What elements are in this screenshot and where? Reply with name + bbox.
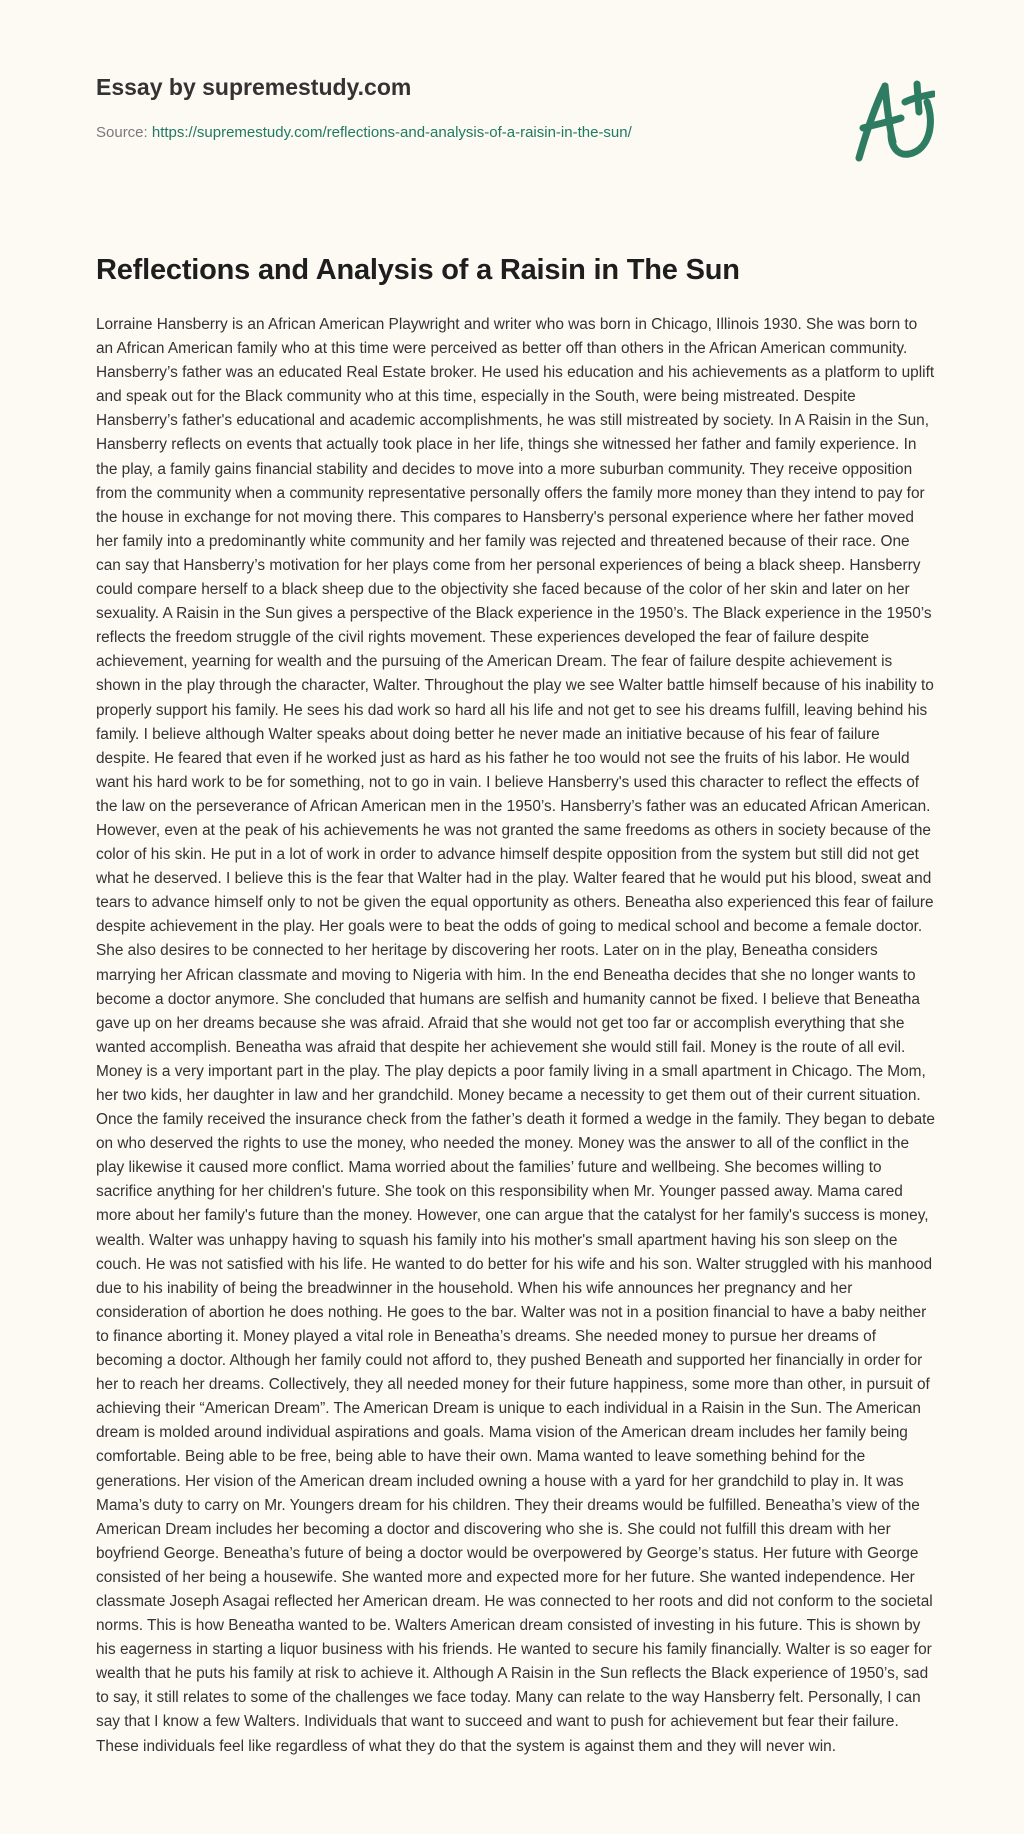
source-label: Source: [96, 124, 148, 141]
source-link[interactable]: https://supremestudy.com/reflections-and-analysis-of-a-raisin-in-the-sun/ [151, 124, 632, 141]
site-title: Essay by supremestudy.com [96, 74, 412, 100]
page-header [0, 0, 1024, 160]
source-line [96, 124, 632, 141]
a-plus-logo-icon [855, 68, 935, 168]
essay-body: Lorraine Hansberry is an African American Playwright and writer who was born in Chicago, Illinois 1930. She was born to an African American family who at this time were perceived as better off than others in the African American community. Hansberry’s father was an educated Real Estate broker. He used his education and his achievements as a platform to uplift and speak out for the Black community who at this time, especially in the South, were being mistreated. Despite Hansberry’s father's educational and academic accomplishments, he was still mistreated by society. In A Raisin in the Sun, Hansberry reflects on events that actually took place in her life, things she witnessed her father and family experience. In the play, a family gains financial stability and decides to move into a more suburban community. They receive opposition from the community when a community representative personally offers the family more money than they intend to pay for the house in exchange for not moving there. This compares to Hansberry's personal experience where her father moved her family into a predominantly white community and her family was rejected and threatened because of their race. One can say that Hansberry’s motivation for her plays come from her personal experiences of being a black sheep. Hansberry could compare herself to a black sheep due to the objectivity she faced because of the color of her skin and later on her sexuality. A Raisin in the Sun gives a perspective of the Black experience in the 1950’s. The Black experience in the 1950’s reflects the freedom struggle of the civil rights movement. These experiences developed the fear of failure despite achievement, yearning for wealth and the pursuing of the American Dream. The fear of failure despite achievement is shown in the play through the character, Walter. Throughout the play we see Walter battle himself because of his inability to properly support his family. He sees his dad work so hard all his life and not get to see his dreams fulfill, leaving behind his family. I believe although Walter speaks about doing better he never made an initiative because of his fear of failure despite. He feared that even if he worked just as hard as his father he too would not see the fruits of his labor. He would want his hard work to be for something, not to go in vain. I believe Hansberry's used this character to reflect the effects of the law on the perseverance of African American men in the 1950’s. Hansberry’s father was an educated African American. However, even at the peak of his achievements he was not granted the same freedoms as others in society because of the color of his skin. He put in a lot of work in order to advance himself despite opposition from the system but still did not get what he deserved. I believe this is the fear that Walter had in the play. Walter feared that he would put his blood, sweat and tears to advance himself only to not be given the equal opportunity as others. Beneatha also experienced this fear of failure despite achievement in the play. Her goals were to beat the odds of going to medical school and become a female doctor. She also desires to be connected to her heritage by discovering her roots. Later on in the play, Beneatha considers marrying her African classmate and moving to Nigeria with him. In the end Beneatha decides that she no longer wants to become a doctor anymore. She concluded that humans are selfish and humanity cannot be fixed. I believe that Beneatha gave up on her dreams because she was afraid. Afraid that she would not get too far or accomplish everything that she wanted accomplish. Beneatha was afraid that despite her achievement she would still fail. Money is the route of all evil. Money is a very important part in the play. The play depicts a poor family living in a small apartment in Chicago. The Mom, her two kids, her daughter in law and her grandchild. Money became a necessity to get them out of their current situation. Once the family received the insurance check from the father’s death it formed a wedge in the family. They began to debate on who deserved the rights to use the money, who needed the money. Money was the answer to all of the conflict in the play likewise it caused more conflict. Mama worried about the families’ future and wellbeing. She becomes willing to sacrifice anything for her children's future. She took on this responsibility when Mr. Younger passed away. Mama cared more about her family's future than the money. However, one can argue that the catalyst for her family's success is money, wealth. Walter was unhappy having to squash his family into his mother's small apartment having his son sleep on the couch. He was not satisfied with his life. He wanted to do better for his wife and his son. Walter struggled with his manhood due to his inability of being the breadwinner in the household. When his wife announces her pregnancy and her consideration of abortion he does nothing. He goes to the bar. Walter was not in a position financial to have a baby neither to finance aborting it. Money played a vital role in Beneatha’s dreams. She needed money to pursue her dreams of becoming a doctor. Although her family could not afford to, they pushed Beneath and supported her financially in order for her to reach her dreams. Collectively, they all needed money for their future happiness, some more than other, in pursuit of achieving their “American Dream”. The American Dream is unique to each individual in a Raisin in the Sun. The American dream is molded around individual aspirations and goals. Mama vision of the American dream includes her family being comfortable. Being able to be free, being able to have their own. Mama wanted to leave something behind for the generations. Her vision of the American dream included owning a house with a yard for her grandchild to play in. It was Mama’s duty to carry on Mr. Youngers dream for his children. They their dreams would be fulfilled. Beneatha’s view of the American Dream includes her becoming a doctor and discovering who she is. She could not fulfill this dream with her boyfriend George. Beneatha’s future of being a doctor would be overpowered by George’s status. Her future with George consisted of her being a housewife. She wanted more and expected more for her future. She wanted independence. Her classmate Joseph Asagai reflected her American dream. He was connected to her roots and did not conform to the societal norms. This is how Beneatha wanted to be. Walters American dream consisted of investing in his future. This is shown by his eagerness in starting a liquor business with his friends. He wanted to secure his family financially. Walter is so eager for wealth that he puts his family at risk to achieve it. Although A Raisin in the Sun reflects the Black experience of 1950’s, sad to say, it still relates to some of the challenges we face today. Many can relate to the way Hansberry felt. Personally, I can say that I know a few Walters. Individuals that want to succeed and want to push for achievement but fear their failure. These individuals feel like regardless of what they do that the system is against them and they will never win. [96, 316, 935, 1755]
essay-title: Reflections and Analysis of a Raisin in The Sun [96, 254, 740, 286]
